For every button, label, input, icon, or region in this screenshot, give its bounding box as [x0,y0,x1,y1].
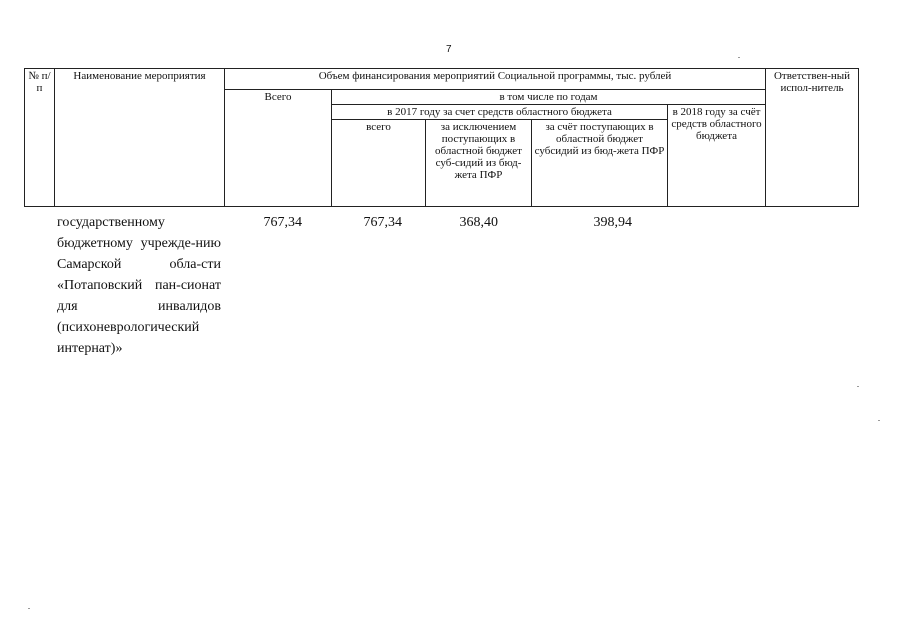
scan-speck [28,608,30,609]
scan-speck [857,386,859,387]
header-year-2017-pfr: за счёт поступающих в областной бюджет субсидий из бюд-жета ПФР [532,120,668,207]
header-year-2017-excl: за исключением поступающих в областной бюджет суб-сидий из бюд-жета ПФР [426,120,532,207]
header-year-2017-all: всего [332,120,426,207]
row-total: 767,34 [263,215,302,230]
header-by-years: в том числе по годам [332,90,766,105]
header-responsible: Ответствен-ный испол-нитель [766,69,859,207]
scan-speck [878,420,880,421]
header-year-2017: в 2017 году за счет средств областного бюджета [332,105,668,120]
header-total: Всего [225,90,332,207]
scan-speck [738,57,740,58]
funding-table-header [24,68,859,207]
header-num: № п/п [25,69,55,207]
row-name: государственному бюджетному учрежде-нию Самарской обла-сти «Потаповский пан-сионат для инвалидов (психоневрологический интернат)» [57,215,221,356]
header-name: Наименование мероприятия [55,69,225,207]
row-year-2017-pfr: 398,94 [593,215,632,230]
page-number: 7 [446,44,452,55]
header-funding-volume: Объем финансирования мероприятий Социальной программы, тыс. рублей [225,69,766,90]
row-year-2017-excl: 368,40 [459,215,498,230]
header-year-2018: в 2018 году за счёт средств областного бюджета [668,105,766,207]
row-year-2017-all: 767,34 [363,215,402,230]
